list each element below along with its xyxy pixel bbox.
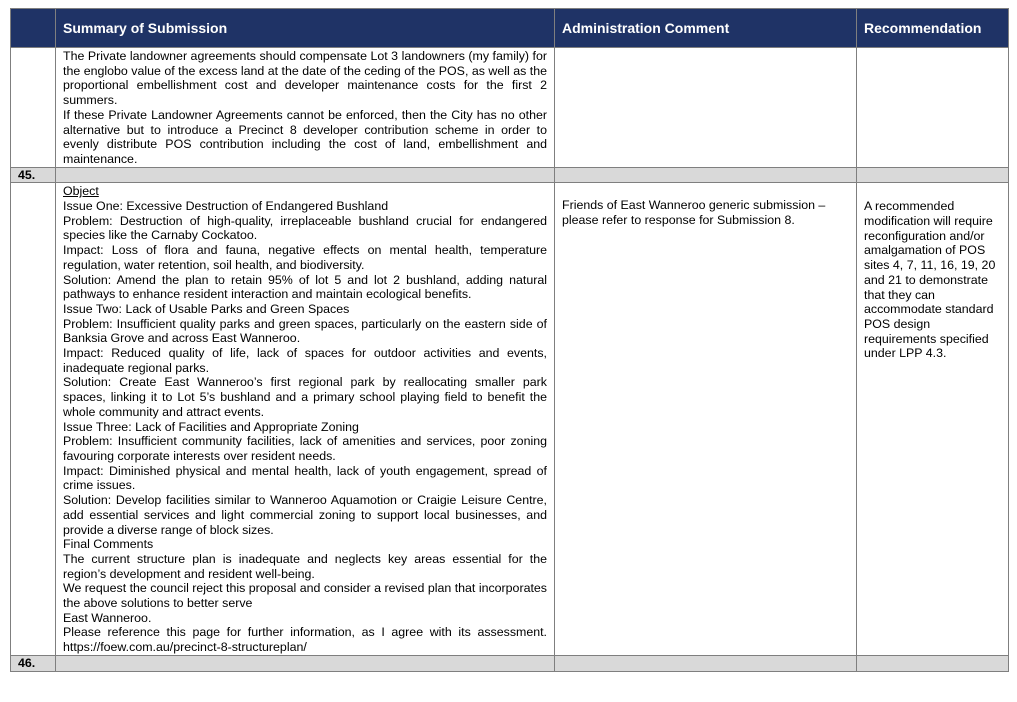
admin-column-header: Administration Comment bbox=[555, 9, 857, 48]
submission-number: 46. bbox=[11, 655, 56, 671]
summary-line: We request the council reject this proposal and consider a revised plan that incorporates the above solutions to better serve bbox=[63, 581, 547, 611]
summary-line: The current structure plan is inadequate and neglects key areas essential for the region’s development and resident well-being. bbox=[63, 551, 547, 581]
summary-line: Problem: Insufficient community facilities, lack of amenities and services, poor zoning favouring corporate interests over resident needs. bbox=[63, 434, 547, 463]
submission-number-row bbox=[11, 655, 1009, 671]
summary-line: Issue Three: Lack of Facilities and Appropriate Zoning bbox=[63, 419, 359, 434]
number-cell bbox=[11, 48, 56, 168]
submission-number: 45. bbox=[11, 167, 56, 183]
object-label: Object bbox=[63, 184, 99, 199]
summary-line: Solution: Amend the plan to retain 95% of lot 5 and lot 2 bushland, adding natural pathways to enhance resident interaction and maintain ecological benefits. bbox=[63, 272, 547, 302]
summary-line: Problem: Destruction of high-quality, irreplaceable bushland crucial for endangered species like the Carnaby Cockatoo. bbox=[63, 213, 547, 243]
table-row-submission-45 bbox=[11, 183, 1009, 656]
summary-column-header: Summary of Submission bbox=[56, 9, 555, 48]
submission-number-row bbox=[11, 167, 1009, 183]
table-header-row bbox=[11, 9, 1009, 48]
number-column-header bbox=[11, 9, 56, 48]
summary-cell bbox=[56, 183, 555, 656]
summary-line: Solution: Create East Wanneroo’s first regional park by reallocating smaller park spaces, linking it to Lot 5’s bushland and a primary school playing field to benefit the whole community and attract events. bbox=[63, 375, 547, 419]
summary-line: Issue One: Excessive Destruction of Endangered Bushland bbox=[63, 199, 389, 214]
summary-line: Solution: Develop facilities similar to Wanneroo Aquamotion or Craigie Leisure Centre, add essential services and light commercial zoning to support local businesses, and provide a diverse range of block sizes. bbox=[63, 493, 547, 537]
recommendation-text: A recommended modification will require reconfiguration and/or amalgamation of POS sites 4, 7, 11, 16, 19, 20 and 21 to demonstrate that they can accommodate standard POS design requirements specified under LPP 4.3. bbox=[864, 199, 996, 361]
summary-line: Impact: Loss of flora and fauna, negative effects on mental health, temperature regulation, water retention, soil health, and biodiversity. bbox=[63, 243, 547, 272]
summary-line: Impact: Reduced quality of life, lack of spaces for outdoor activities and events, inadequate regional parks. bbox=[63, 346, 547, 375]
summary-cell bbox=[56, 48, 555, 168]
admin-cell bbox=[555, 48, 857, 168]
submissions-table bbox=[10, 8, 1009, 672]
summary-line: Impact: Diminished physical and mental health, lack of youth engagement, spread of crime issues. bbox=[63, 463, 547, 493]
table-row-continued bbox=[11, 48, 1009, 168]
number-cell bbox=[11, 183, 56, 656]
summary-line: East Wanneroo. bbox=[63, 610, 152, 625]
summary-line: Issue Two: Lack of Usable Parks and Green Spaces bbox=[63, 301, 350, 316]
admin-comment: Friends of East Wanneroo generic submission – please refer to response for Submission 8. bbox=[562, 198, 826, 228]
admin-cell bbox=[555, 183, 857, 656]
summary-line: Please reference this page for further information, as I agree with its assessment. https://foew.com.au/precinct-8-structureplan/ bbox=[63, 625, 547, 655]
summary-line: Problem: Insufficient quality parks and green spaces, particularly on the eastern side of Banksia Grove and across East Wanneroo. bbox=[63, 316, 547, 346]
summary-paragraph: If these Private Landowner Agreements cannot be enforced, then the City has no other alternative but to introduce a Precinct 8 developer contribution scheme in order to evenly distribute POS contribution including the cost of land, embellishment and maintenance. bbox=[63, 107, 547, 166]
recommendation-cell bbox=[857, 183, 1009, 656]
recommendation-cell bbox=[857, 48, 1009, 168]
recommendation-column-header: Recommendation bbox=[857, 9, 1009, 48]
summary-line: Final Comments bbox=[63, 537, 154, 552]
summary-paragraph: The Private landowner agreements should compensate Lot 3 landowners (my family) for the englobo value of the excess land at the date of the ceding of the POS, as well as the proportional embellishment cost and developer maintenance costs for the first 2 summers. bbox=[63, 49, 547, 108]
